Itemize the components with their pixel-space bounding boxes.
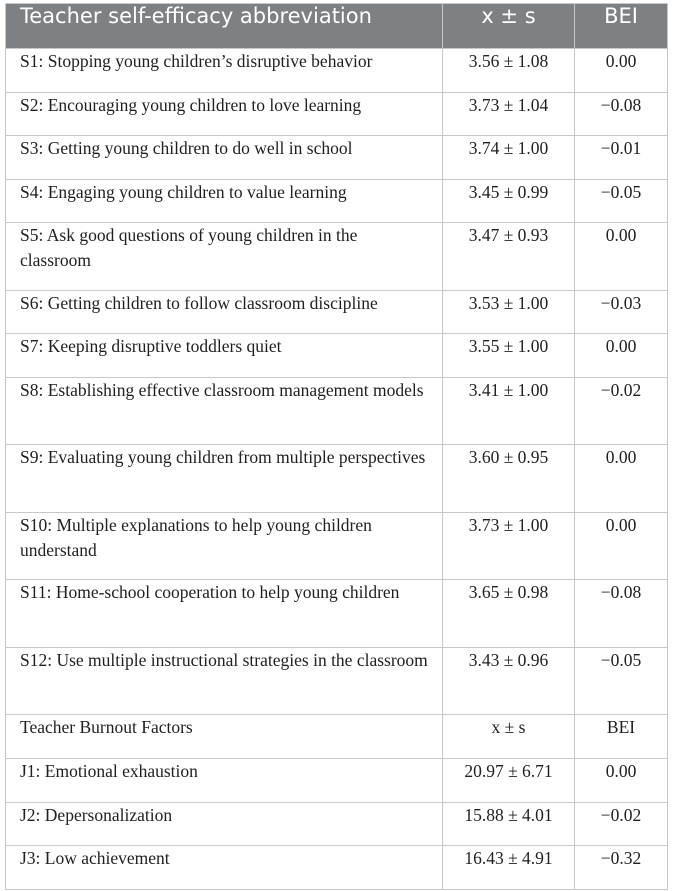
row-bei: 0.00 xyxy=(575,512,668,580)
statistics-table xyxy=(5,3,668,890)
row-bei: −0.32 xyxy=(575,846,668,890)
row-bei: −0.05 xyxy=(575,179,668,223)
row-label: S1: Stopping young children’s disruptive behavior xyxy=(6,49,443,93)
table-row xyxy=(6,334,668,378)
row-label: S5: Ask good questions of young children in the classroom xyxy=(6,223,443,291)
table-row xyxy=(6,223,668,291)
row-mean-sd: 3.60 ± 0.95 xyxy=(443,445,575,513)
table-row xyxy=(6,647,668,715)
row-mean-sd: 16.43 ± 4.91 xyxy=(443,846,575,890)
burnout-header-factors: Teacher Burnout Factors xyxy=(6,715,443,759)
row-label: S9: Evaluating young children from multiple perspectives xyxy=(6,445,443,513)
header-abbreviation: Teacher self-efficacy abbreviation xyxy=(6,4,443,49)
header-bei: BEI xyxy=(575,4,668,49)
row-label: S2: Encouraging young children to love learning xyxy=(6,92,443,136)
row-bei: −0.08 xyxy=(575,580,668,648)
row-label: S11: Home-school cooperation to help young children xyxy=(6,580,443,648)
row-label: S7: Keeping disruptive toddlers quiet xyxy=(6,334,443,378)
row-label: S4: Engaging young children to value learning xyxy=(6,179,443,223)
row-mean-sd: 3.55 ± 1.00 xyxy=(443,334,575,378)
table-row xyxy=(6,49,668,93)
row-mean-sd: 3.47 ± 0.93 xyxy=(443,223,575,291)
row-mean-sd: 3.41 ± 1.00 xyxy=(443,377,575,445)
burnout-header-bei: BEI xyxy=(575,715,668,759)
header-mean-sd: x ± s xyxy=(443,4,575,49)
row-bei: −0.05 xyxy=(575,647,668,715)
row-bei: −0.08 xyxy=(575,92,668,136)
table-row xyxy=(6,179,668,223)
row-mean-sd: 3.53 ± 1.00 xyxy=(443,290,575,334)
row-mean-sd: 3.45 ± 0.99 xyxy=(443,179,575,223)
row-bei: 0.00 xyxy=(575,49,668,93)
row-mean-sd: 3.65 ± 0.98 xyxy=(443,580,575,648)
row-label: S12: Use multiple instructional strategies in the classroom xyxy=(6,647,443,715)
row-bei: −0.02 xyxy=(575,802,668,846)
row-label: J2: Depersonalization xyxy=(6,802,443,846)
row-label: S3: Getting young children to do well in school xyxy=(6,136,443,180)
row-mean-sd: 3.74 ± 1.00 xyxy=(443,136,575,180)
row-bei: 0.00 xyxy=(575,759,668,803)
row-label: J3: Low achievement xyxy=(6,846,443,890)
row-mean-sd: 3.73 ± 1.04 xyxy=(443,92,575,136)
row-label: J1: Emotional exhaustion xyxy=(6,759,443,803)
table-row xyxy=(6,290,668,334)
row-mean-sd: 3.43 ± 0.96 xyxy=(443,647,575,715)
row-label: S8: Establishing effective classroom management models xyxy=(6,377,443,445)
table-row xyxy=(6,445,668,513)
burnout-subheader-row xyxy=(6,715,668,759)
table-row xyxy=(6,377,668,445)
table-header-row xyxy=(6,4,668,49)
table-row xyxy=(6,92,668,136)
table-row xyxy=(6,580,668,648)
table-row xyxy=(6,759,668,803)
burnout-header-mean-sd: x ± s xyxy=(443,715,575,759)
row-mean-sd: 3.73 ± 1.00 xyxy=(443,512,575,580)
row-mean-sd: 3.56 ± 1.08 xyxy=(443,49,575,93)
table-row xyxy=(6,802,668,846)
row-label: S6: Getting children to follow classroom discipline xyxy=(6,290,443,334)
row-bei: 0.00 xyxy=(575,334,668,378)
row-bei: 0.00 xyxy=(575,445,668,513)
row-bei: −0.01 xyxy=(575,136,668,180)
table-row xyxy=(6,512,668,580)
row-bei: 0.00 xyxy=(575,223,668,291)
row-label: S10: Multiple explanations to help young children understand xyxy=(6,512,443,580)
row-bei: −0.03 xyxy=(575,290,668,334)
row-mean-sd: 15.88 ± 4.01 xyxy=(443,802,575,846)
table-row xyxy=(6,136,668,180)
row-bei: −0.02 xyxy=(575,377,668,445)
table-row xyxy=(6,846,668,890)
row-mean-sd: 20.97 ± 6.71 xyxy=(443,759,575,803)
